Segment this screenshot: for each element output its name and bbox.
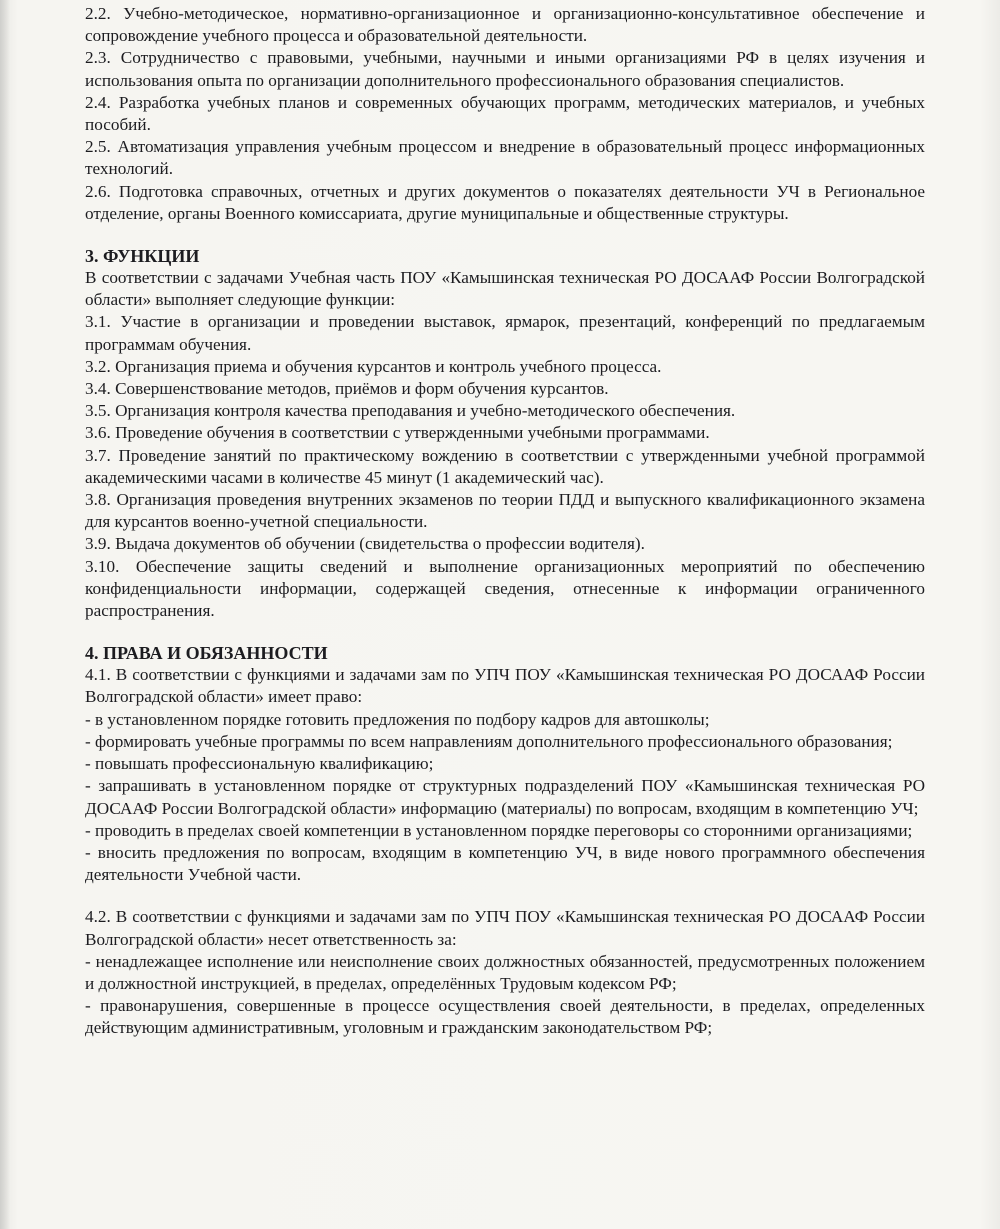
item-2-3: 2.3. Сотрудничество с правовыми, учебными, научными и иными организациями РФ в целях изучения и использования опыта по организации дополнительного профессионального образования специалистов. [85,48,925,90]
item-4-2-responsibility: - ненадлежащее исполнение или неисполнение своих должностных обязанностей, предусмотренных положением и должностной инструкцией, в пределах, определённых Трудовым кодексом РФ; [85,951,925,993]
item-3-6: 3.6. Проведение обучения в соответствии с утвержденными учебными программами. [85,423,710,443]
item-4-1-right: - запрашивать в установленном порядке от структурных подразделений ПОУ «Камышинская техническая РО ДОСААФ России Волгоградской области» информацию (материалы) по вопросам, входящим в компетенцию УЧ; [85,776,925,818]
item-3-9: 3.9. Выдача документов об обучении (свидетельства о профессии водителя). [85,534,645,554]
spacer [85,622,925,642]
item-2-2: 2.2. Учебно-методическое, нормативно-организационное и организационно-консультативное обеспечение и сопровождение учебного процесса и образовательной деятельности. [85,4,925,46]
item-4-1-intro: 4.1. В соответствии с функциями и задачами зам по УПЧ ПОУ «Камышинская техническая РО ДОСААФ России Волгоградской области» имеет право: [85,665,925,707]
item-4-2-responsibility: - правонарушения, совершенные в процессе осуществления своей деятельности, в пределах, определенных действующим административным, уголовным и гражданским законодательством РФ; [85,996,925,1038]
item-4-2-intro: 4.2. В соответствии с функциями и задачами зам по УПЧ ПОУ «Камышинская техническая РО ДОСААФ России Волгоградской области» несет ответственность за: [85,907,925,949]
item-4-1-right: - вносить предложения по вопросам, входящим в компетенцию УЧ, в виде нового программного обеспечения деятельности Учебной части. [85,842,925,885]
scan-edge-shadow [0,0,10,1229]
item-3-7: 3.7. Проведение занятий по практическому вождению в соответствии с утвержденными учебной программой академическими часами в количестве 45 минут (1 академический час). [85,445,925,487]
item-4-1-right: - повышать профессиональную квалификацию; [85,754,434,774]
item-2-6: 2.6. Подготовка справочных, отчетных и других документов о показателях деятельности УЧ в Региональное отделение, органы Военного комиссариата, другие муниципальные и общественные структуры. [85,181,925,223]
spacer [85,225,925,245]
item-3-8: 3.8. Организация проведения внутренних экзаменов по теории ПДД и выпускного квалификационного экзамена для курсантов военно-учетной специальности. [85,490,925,532]
spacer [85,886,925,906]
item-3-2: 3.2. Организация приема и обучения курсантов и контроль учебного процесса. [85,356,662,376]
item-4-1-right: - проводить в пределах своей компетенции в установленном порядке переговоры со сторонними организациями; [85,820,913,840]
item-4-1-right: - в установленном порядке готовить предложения по подбору кадров для автошколы; [85,709,710,729]
item-3-5: 3.5. Организация контроля качества преподавания и учебно-методического обеспечения. [85,401,736,421]
section-3-heading: 3. ФУНКЦИИ [85,246,200,267]
item-2-5: 2.5. Автоматизация управления учебным процессом и внедрение в образовательный процесс информационных технологий. [85,137,925,179]
item-3-4: 3.4. Совершенствование методов, приёмов и форм обучения курсантов. [85,379,609,399]
section-4-heading: 4. ПРАВА И ОБЯЗАННОСТИ [85,643,328,664]
item-4-1-right: - формировать учебные программы по всем направлениям дополнительного профессионального образования; [85,731,893,751]
item-2-4: 2.4. Разработка учебных планов и современных обучающих программ, методических материалов, и учебных пособий. [85,92,925,135]
item-3-1: 3.1. Участие в организации и проведении выставок, ярмарок, презентаций, конференций по предлагаемым программам обучения. [85,312,925,354]
item-3-10: 3.10. Обеспечение защиты сведений и выполнение организационных мероприятий по обеспечению конфиденциальности информации, содержащей сведения, отнесенные к информации ограниченного распространения. [85,556,925,621]
section-3-intro: В соответствии с задачами Учебная часть ПОУ «Камышинская техническая РО ДОСААФ России Волгоградской области» выполняет следующие функции: [85,268,925,310]
